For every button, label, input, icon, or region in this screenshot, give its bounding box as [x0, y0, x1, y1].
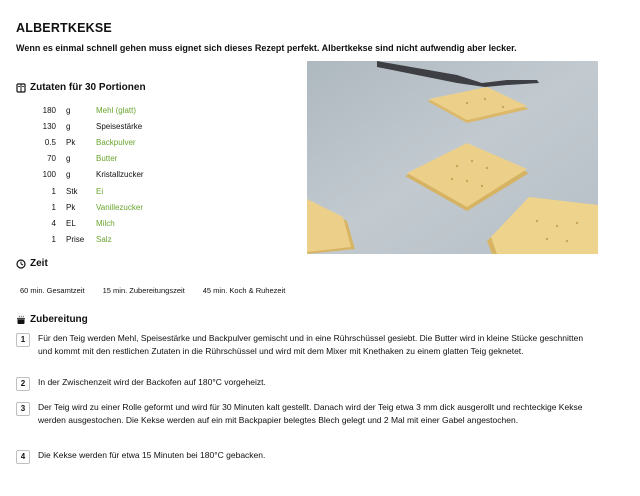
ingredient-row: [16, 151, 144, 167]
ingredient-row: [16, 199, 144, 215]
steps-list: [16, 332, 606, 465]
ingredient-unit: Pk: [66, 137, 76, 147]
ingredient-row: [16, 167, 144, 183]
step-number: 2: [16, 377, 30, 391]
time-values: [20, 286, 303, 295]
step-item: [16, 332, 606, 376]
ingredient-unit: g: [66, 154, 71, 164]
ingredient-link[interactable]: Milch: [96, 218, 115, 228]
ingredient-amount: 180: [42, 105, 56, 115]
step-text: Der Teig wird zu einer Rolle geformt und wird für 30 Minuten kalt gestellt. Danach wird der Teig etwa 3 mm dick ausgerollt und rechteckige Kekse werden ausgestochen. Die Kekse werden auf ein mit Backpapier belegtes Blech gelegt und 2 Mal mit einer Gabel angestochen.: [38, 402, 583, 425]
ingredient-amount: 1: [51, 186, 56, 196]
ingredient-unit: g: [66, 121, 71, 131]
ingredient-amount: 70: [47, 154, 56, 164]
step-item: [16, 449, 606, 465]
ingredient-link[interactable]: Ei: [96, 186, 104, 196]
time-heading-label: Zeit: [30, 258, 48, 269]
ingredient-name: Kristallzucker: [96, 170, 144, 180]
step-number: 3: [16, 402, 30, 416]
ingredients-heading: [16, 82, 146, 93]
ingredient-amount: 0.5: [44, 137, 56, 147]
step-number: 4: [16, 450, 30, 464]
ingredient-row: [16, 102, 144, 118]
step-text: Für den Teig werden Mehl, Speisestärke und Backpulver gemischt und in eine Rührschüssel gesiebt. Die Butter wird in kleine Stücke geschnitten und kommt mit den restlichen Zutaten in die Rührschüssel und wird mit dem Mixer mit Knethaken zu einem glatten Teig geknetet.: [38, 333, 584, 356]
ingredient-unit: Stk: [66, 186, 78, 196]
steps-heading: [16, 314, 88, 325]
ingredient-link[interactable]: Butter: [96, 154, 118, 164]
cookies-image: [307, 61, 598, 254]
recipe-photo: [307, 61, 598, 254]
ingredient-unit: Pk: [66, 202, 76, 212]
ingredient-row: [16, 118, 144, 134]
ingredient-link[interactable]: Vanillezucker: [96, 202, 143, 212]
step-item: [16, 401, 606, 449]
total-time: 60 min. Gesamtzeit: [20, 286, 85, 295]
ingredients-table: [16, 102, 144, 248]
book-icon: [16, 83, 26, 93]
cook-time: 45 min. Koch & Ruhezeit: [202, 286, 286, 295]
ingredient-amount: 100: [42, 170, 56, 180]
ingredient-link[interactable]: Salz: [96, 235, 112, 245]
clock-icon: [16, 259, 26, 269]
ingredient-link[interactable]: Backpulver: [96, 137, 136, 147]
ingredient-unit: g: [66, 170, 71, 180]
ingredient-unit: g: [66, 105, 71, 115]
step-text: Die Kekse werden für etwa 15 Minuten bei 180°C gebacken.: [38, 450, 266, 460]
ingredient-row: [16, 183, 144, 199]
recipe-subtitle: Wenn es einmal schnell gehen muss eignet sich dieses Rezept perfekt. Albertkekse sind nicht aufwendig aber lecker.: [16, 43, 517, 53]
pot-icon: [16, 315, 26, 325]
ingredient-amount: 1: [51, 202, 56, 212]
ingredient-row: [16, 232, 144, 248]
step-text: In der Zwischenzeit wird der Backofen auf 180°C vorgeheizt.: [38, 377, 266, 387]
recipe-title: ALBERTKEKSE: [16, 21, 112, 35]
ingredients-heading-label: Zutaten für 30 Portionen: [30, 82, 146, 93]
ingredient-name: Speisestärke: [96, 121, 143, 131]
ingredient-row: [16, 215, 144, 231]
ingredient-unit: EL: [66, 218, 76, 228]
ingredient-row: [16, 134, 144, 150]
ingredient-amount: 130: [42, 121, 56, 131]
prep-time: 15 min. Zubereitungszeit: [102, 286, 185, 295]
step-item: [16, 376, 606, 401]
ingredient-amount: 4: [51, 218, 56, 228]
steps-heading-label: Zubereitung: [30, 314, 88, 325]
ingredient-link[interactable]: Mehl (glatt): [96, 105, 137, 115]
ingredient-amount: 1: [51, 235, 56, 245]
ingredient-unit: Prise: [66, 235, 85, 245]
step-number: 1: [16, 333, 30, 347]
time-heading: [16, 258, 48, 269]
